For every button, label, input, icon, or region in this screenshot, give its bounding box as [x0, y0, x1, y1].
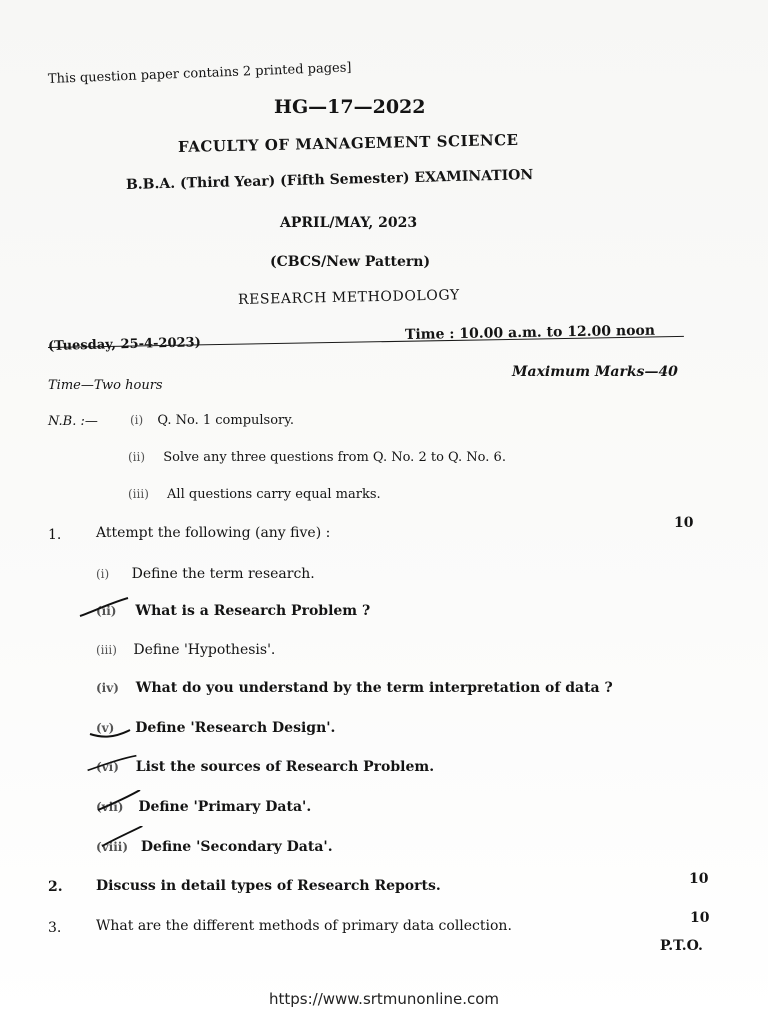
subpart-item [96, 759, 434, 775]
please-turn-over: P.T.O. [660, 938, 703, 954]
subpart-number: (v) [96, 721, 115, 735]
maximum-marks: Maximum Marks—40 [512, 364, 678, 380]
subpart-text: What do you understand by the term interpretation of data ? [135, 680, 613, 696]
subject-title: RESEARCH METHODOLOGY [237, 287, 460, 308]
instruction-item [130, 413, 294, 428]
subpart-text: What is a Research Problem ? [135, 603, 371, 619]
footer-url: https://www.srtmunonline.com [268, 990, 499, 1008]
exam-time: Time : 10.00 a.m. to 12.00 noon [404, 322, 656, 343]
subpart-number: (ii) [96, 604, 117, 618]
instruction-text: Q. No. 1 compulsory. [157, 413, 295, 428]
instruction-text: All questions carry equal marks. [167, 487, 381, 502]
handwritten-tick-icon [86, 752, 138, 774]
question-text: Attempt the following (any five) : [96, 525, 331, 541]
subpart-text: Define the term research. [131, 566, 315, 582]
printed-pages-note: This question paper contains 2 printed pages] [47, 60, 352, 87]
question-number: 1. [48, 527, 62, 543]
question-marks: 10 [689, 871, 709, 887]
instruction-number: (ii) [128, 450, 146, 464]
examination-title: B.B.A. (Third Year) (Fifth Semester) EXAMINATION [125, 167, 534, 193]
question-number: 2. [48, 879, 63, 895]
instruction-text: Solve any three questions from Q. No. 2 to Q. No. 6. [163, 450, 506, 465]
subpart-number: (vi) [96, 760, 119, 774]
question-number: 3. [48, 920, 62, 936]
subpart-number: (viii) [96, 840, 129, 854]
subpart-number: (vii) [96, 800, 124, 814]
exam-pattern: (CBCS/New Pattern) [270, 254, 431, 270]
subpart-item [96, 642, 275, 658]
subpart-item [96, 566, 315, 582]
subpart-number: (i) [96, 567, 110, 581]
subpart-text: Define 'Research Design'. [135, 720, 336, 736]
subpart-number: (iv) [96, 681, 119, 695]
instruction-item [128, 450, 506, 465]
exam-duration: Time—Two hours [48, 378, 163, 393]
instruction-number: (i) [130, 413, 144, 427]
exam-session: APRIL/MAY, 2023 [280, 215, 418, 231]
faculty-title: FACULTY OF MANAGEMENT SCIENCE [177, 130, 519, 156]
subpart-item [96, 603, 370, 619]
instruction-number: (iii) [128, 487, 149, 501]
exam-day: (Tuesday, 25-4-2023) [47, 335, 201, 354]
subpart-text: List the sources of Research Problem. [135, 759, 435, 775]
instructions-label: N.B. :— [48, 414, 98, 429]
handwritten-tick-icon [96, 790, 148, 812]
handwritten-tick-icon [98, 826, 150, 848]
subpart-item [96, 680, 613, 696]
subpart-number: (iii) [96, 643, 117, 657]
subpart-text: Define 'Secondary Data'. [140, 839, 333, 855]
subpart-text: Define 'Hypothesis'. [133, 642, 276, 658]
question-text: Discuss in detail types of Research Reports. [96, 878, 441, 894]
question-marks: 10 [674, 515, 694, 531]
instruction-item [128, 487, 381, 502]
question-text: What are the different methods of primary data collection. [96, 918, 512, 934]
question-marks: 10 [690, 910, 710, 926]
subpart-text: Define 'Primary Data'. [138, 799, 312, 815]
paper-code: HG—17—2022 [274, 96, 426, 118]
handwritten-tick-icon [88, 724, 140, 746]
handwritten-tick-icon [78, 596, 130, 618]
